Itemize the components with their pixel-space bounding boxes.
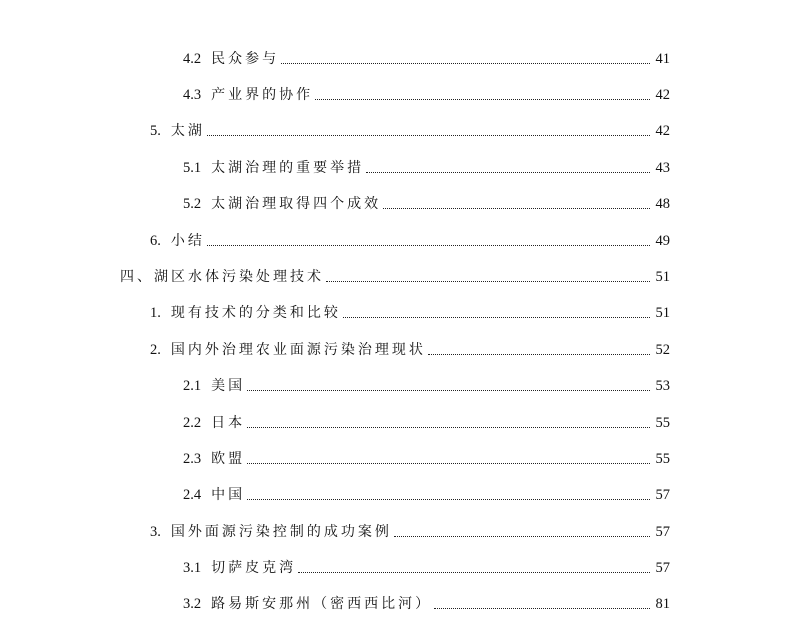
dot-leader: [366, 172, 650, 173]
toc-entry-number: 5.: [150, 123, 161, 139]
toc-entry-2-1[interactable]: [183, 372, 670, 396]
toc-entry-title: 太湖治理的重要举措: [211, 160, 365, 176]
toc-entry-number: 2.3: [183, 451, 202, 467]
toc-entry-title: 中国: [211, 487, 246, 503]
toc-entry-title: 切萨皮克湾: [211, 560, 297, 576]
toc-entry-5[interactable]: [150, 117, 670, 141]
toc-entry-title: 国外面源污染控制的成功案例: [170, 524, 392, 540]
toc-entry-3-1[interactable]: [183, 554, 670, 578]
toc-entry-3[interactable]: [150, 518, 670, 542]
toc-entry-title: 国内外治理农业面源污染治理现状: [170, 342, 426, 358]
toc-entry-title: 小结: [170, 233, 205, 249]
toc-entry-page: 52: [655, 342, 670, 358]
toc-entry-6[interactable]: [150, 227, 670, 251]
toc-entry-2-4[interactable]: [183, 481, 670, 505]
dot-leader: [247, 463, 650, 464]
toc-entry-title: 民众参与: [211, 51, 280, 67]
toc-entry-3-2[interactable]: [183, 590, 670, 614]
toc-entry-number: 3.2: [183, 596, 202, 612]
toc-entry-number: 2.4: [183, 487, 202, 503]
toc-entry-page: 51: [655, 305, 670, 321]
dot-leader: [298, 572, 650, 573]
toc-entry-page: 42: [655, 87, 670, 103]
toc-entry-number: 2.1: [183, 378, 202, 394]
toc-entry-title: 路易斯安那州（密西西比河）: [211, 596, 433, 612]
dot-leader: [394, 536, 650, 537]
toc-entry-page: 51: [655, 269, 670, 285]
dot-leader: [434, 608, 650, 609]
toc-entry-title: 太湖治理取得四个成效: [211, 196, 382, 212]
toc-entry-chapter-4[interactable]: [120, 263, 670, 287]
dot-leader: [315, 99, 650, 100]
toc-entry-page: 53: [655, 378, 670, 394]
toc-entry-page: 55: [655, 415, 670, 431]
toc-entry-page: 42: [655, 123, 670, 139]
dot-leader: [383, 208, 650, 209]
toc-entry-page: 57: [655, 560, 670, 576]
toc-entry-page: 55: [655, 451, 670, 467]
toc-entry-number: 5.2: [183, 196, 202, 212]
toc-entry-page: 57: [655, 487, 670, 503]
dot-leader: [281, 63, 650, 64]
toc-entry-page: 81: [655, 596, 670, 612]
toc-entry-number: 5.1: [183, 160, 202, 176]
toc-entry-page: 41: [655, 51, 670, 67]
toc-entry-number: 6.: [150, 233, 161, 249]
toc-entry-title: 太湖: [170, 123, 205, 139]
toc-entry-number: 4.2: [183, 51, 202, 67]
toc-entry-number: 4.3: [183, 87, 202, 103]
toc-entry-page: 57: [655, 524, 670, 540]
toc-entry-page: 49: [655, 233, 670, 249]
dot-leader: [247, 390, 650, 391]
toc-entry-page: 48: [655, 196, 670, 212]
toc-entry-2-2[interactable]: [183, 409, 670, 433]
toc-entry-title: 产业界的协作: [211, 87, 314, 103]
toc-entry-number: 3.: [150, 524, 161, 540]
dot-leader: [207, 135, 650, 136]
toc-entry-number: 3.1: [183, 560, 202, 576]
dot-leader: [247, 499, 650, 500]
toc-entry-1[interactable]: [150, 299, 670, 323]
dot-leader: [428, 354, 650, 355]
dot-leader: [247, 427, 650, 428]
toc-entry-number: 1.: [150, 305, 161, 321]
toc-entry-title: 日本: [211, 415, 246, 431]
toc-entry-number: 2.2: [183, 415, 202, 431]
toc-entry-5-2[interactable]: [183, 190, 670, 214]
toc-entry-2[interactable]: [150, 336, 670, 360]
toc-entry-title: 四、湖区水体污染处理技术: [120, 269, 324, 285]
toc-entry-2-3[interactable]: [183, 445, 670, 469]
dot-leader: [343, 317, 650, 318]
toc-entry-title: 欧盟: [211, 451, 246, 467]
dot-leader: [207, 245, 650, 246]
dot-leader: [326, 281, 650, 282]
toc-entry-number: 2.: [150, 342, 161, 358]
toc-entry-4-2[interactable]: [183, 45, 670, 69]
toc-entry-5-1[interactable]: [183, 154, 670, 178]
toc-entry-4-3[interactable]: [183, 81, 670, 105]
toc-entry-title: 美国: [211, 378, 246, 394]
toc-entry-title: 现有技术的分类和比较: [170, 305, 341, 321]
toc-entry-page: 43: [655, 160, 670, 176]
